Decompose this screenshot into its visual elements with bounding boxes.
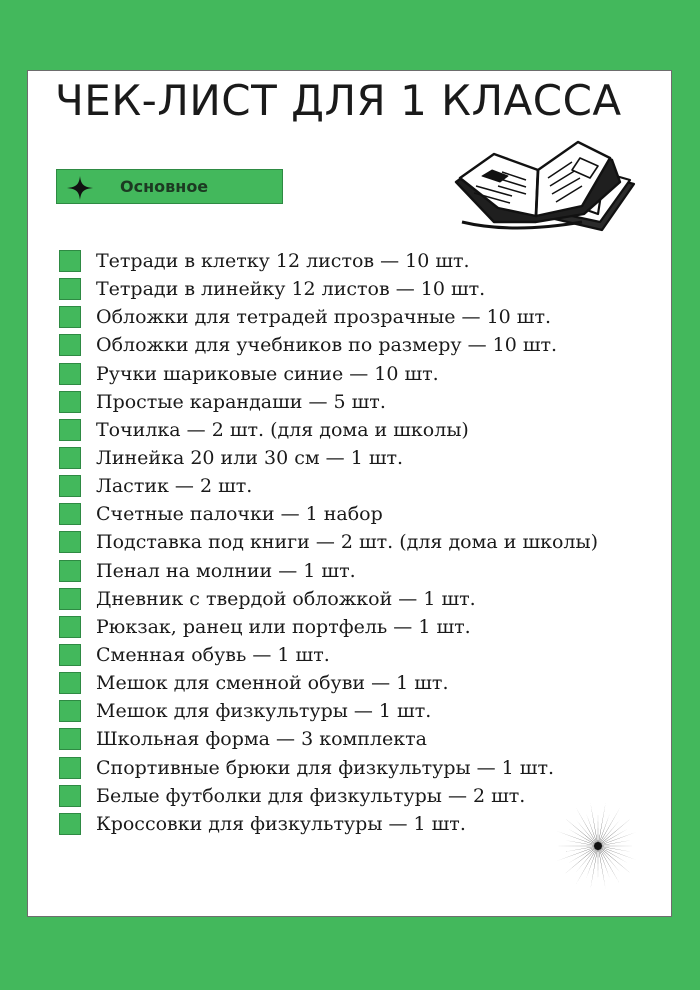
checkbox[interactable]	[59, 475, 81, 497]
checkbox[interactable]	[59, 644, 81, 666]
starburst-icon	[552, 800, 644, 892]
checklist-item-label: Школьная форма — 3 комплекта	[96, 728, 427, 751]
checklist-item-label: Тетради в линейку 12 листов — 10 шт.	[96, 278, 486, 301]
checkbox[interactable]	[59, 588, 81, 610]
checkbox[interactable]	[59, 278, 81, 300]
checklist-item-label: Ластик — 2 шт.	[96, 475, 253, 498]
checklist-item-label: Обложки для учебников по размеру — 10 шт.	[96, 334, 558, 357]
checkbox[interactable]	[59, 334, 81, 356]
checklist-item-label: Белые футболки для физкультуры — 2 шт.	[96, 784, 526, 807]
open-books-icon	[452, 130, 640, 248]
checkbox[interactable]	[59, 363, 81, 385]
checkbox[interactable]	[59, 785, 81, 807]
checklist-item-label: Обложки для тетрадей прозрачные — 10 шт.	[96, 306, 551, 329]
checkbox[interactable]	[59, 250, 81, 272]
checkbox[interactable]	[59, 728, 81, 750]
checklist-item-label: Мешок для сменной обуви — 1 шт.	[96, 672, 449, 695]
checkbox[interactable]	[59, 419, 81, 441]
checkbox[interactable]	[59, 560, 81, 582]
checkbox[interactable]	[59, 813, 81, 835]
checkbox[interactable]	[59, 447, 81, 469]
checklist-item-label: Кроссовки для физкультуры — 1 шт.	[96, 812, 466, 835]
page-title: ЧЕК-ЛИСТ ДЛЯ 1 КЛАССА	[55, 76, 622, 125]
checklist-item-label: Точилка — 2 шт. (для дома и школы)	[96, 418, 469, 441]
checkbox[interactable]	[59, 306, 81, 328]
checkbox[interactable]	[59, 616, 81, 638]
checklist-item-label: Простые карандаши — 5 шт.	[96, 390, 386, 413]
checkbox[interactable]	[59, 700, 81, 722]
checkbox[interactable]	[59, 503, 81, 525]
checkbox[interactable]	[59, 391, 81, 413]
checklist-item-label: Мешок для физкультуры — 1 шт.	[96, 700, 432, 723]
checklist-item-label: Сменная обувь — 1 шт.	[96, 643, 330, 666]
section-header	[56, 169, 283, 204]
checklist-item-label: Дневник с твердой обложкой — 1 шт.	[96, 587, 476, 610]
checklist-item-label: Линейка 20 или 30 см — 1 шт.	[96, 446, 404, 469]
checkbox[interactable]	[59, 757, 81, 779]
four-point-star-icon	[67, 176, 93, 200]
checklist-item-label: Рюкзак, ранец или портфель — 1 шт.	[96, 615, 471, 638]
section-label: Основное	[120, 177, 209, 196]
checklist-item-label: Счетные палочки — 1 набор	[96, 503, 383, 526]
checklist-item-label: Пенал на молнии — 1 шт.	[96, 559, 356, 582]
checklist-item-label: Спортивные брюки для физкультуры — 1 шт.	[96, 756, 555, 779]
checklist-item-label: Подставка под книги — 2 шт. (для дома и школы)	[96, 531, 599, 554]
checklist-item-label: Тетради в клетку 12 листов — 10 шт.	[96, 250, 470, 272]
checkbox[interactable]	[59, 672, 81, 694]
checklist-item-label: Ручки шариковые синие — 10 шт.	[96, 362, 439, 385]
checkbox[interactable]	[59, 531, 81, 553]
